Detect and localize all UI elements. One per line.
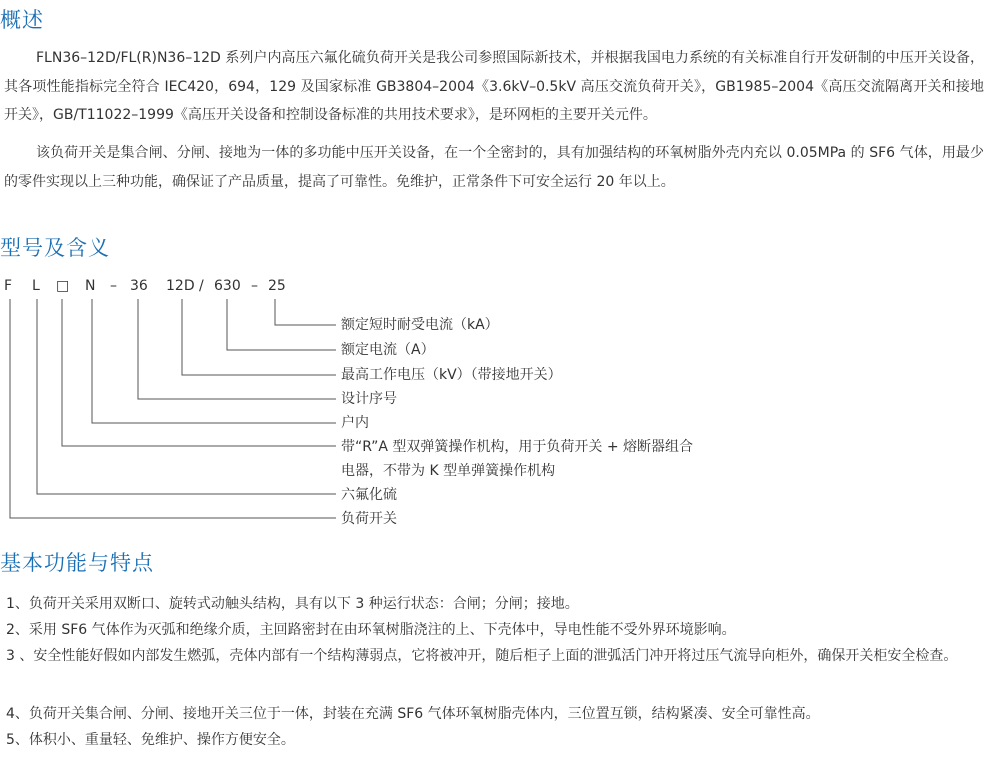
overview-heading: 概述 — [0, 8, 44, 32]
connector-line-box — [62, 299, 336, 446]
feature-number: 5、 — [6, 732, 29, 748]
feature-number: 1、 — [6, 596, 29, 612]
features-heading: 基本功能与特点 — [0, 551, 154, 575]
definition-item: 户内 — [341, 415, 369, 431]
feature-item — [6, 701, 984, 727]
feature-number: 4、 — [6, 706, 29, 722]
model-code-char: – — [110, 278, 117, 294]
definition-item: 带“R”A 型双弹簧操作机构，用于负荷开关 + 熔断器组合 — [341, 439, 693, 455]
model-code-char: / — [199, 278, 204, 294]
definition-item: 额定电流（A） — [341, 342, 435, 358]
model-code-char: F — [4, 278, 13, 294]
feature-text: 体积小、重量轻、免维护、操作方便安全。 — [28, 732, 295, 748]
feature-item — [6, 617, 984, 643]
definition-item: 负荷开关 — [341, 511, 397, 527]
model-code-char: 12D — [166, 278, 195, 294]
definition-item: 最高工作电压（kV）（带接地开关） — [341, 367, 562, 383]
feature-text: 采用 SF6 气体作为灭弧和绝缘介质，主回路密封在由环氧树脂浇注的上、下壳体中，导电性能不受外界环境影响。 — [28, 622, 736, 638]
feature-number: 2、 — [6, 622, 29, 638]
feature-item — [6, 727, 984, 753]
feature-text: 负荷开关集合闸、分闸、接地开关三位于一体，封装在充满 SF6 气体环氧树脂壳体内，三位置互锁，结构紧凑、安全可靠性高。 — [28, 706, 820, 722]
definition-item: 六氟化硫 — [341, 487, 397, 503]
model-code-char: L — [32, 278, 40, 294]
connector-line-25 — [275, 299, 336, 325]
definition-item: 设计序号 — [341, 391, 397, 407]
connector-line-f — [10, 299, 336, 518]
overview-paragraph-1: FLN36–12D/FL(R)N36–12D 系列户内高压六氟化硫负荷开关是我公司参照国际新技术，并根据我国电力系统的有关标准自行开发研制的中压开关设备，其各项性能指标完全符合 IEC420，694，129 及国家标准 GB3804–2004《3.6kV–0.5kV 高压交流负荷开关》，GB1985–2004《高压交流隔离开关和接地开关》，GB/T11022–1999《高压开关设备和控制设备标准的共用技术要求》，是环网柜的主要开关元件。 — [4, 50, 984, 123]
connector-line-n — [92, 299, 336, 423]
model-code-char: □ — [56, 278, 70, 294]
definition-item: 额定短时耐受电流（kA） — [341, 317, 499, 333]
model-code-char: 25 — [268, 278, 286, 294]
model-code-char: – — [251, 278, 258, 294]
overview-paragraph-2: 该负荷开关是集合闸、分闸、接地为一体的多功能中压开关设备，在一个全密封的，具有加强结构的环氧树脂外壳内充以 0.05MPa 的 SF6 气体，用最少的零件实现以上三种功能，确保证了产品质量，提高了可靠性。免维护，正常条件下可安全运行 20 年以上。 — [4, 145, 984, 190]
model-code-char: N — [85, 278, 96, 294]
feature-text: 安全性能好假如内部发生燃弧，壳体内部有一个结构薄弱点，它将被冲开，随后柜子上面的泄弧活门冲开将过压气流导向柜外，确保开关柜安全检查。 — [33, 648, 958, 664]
model-code-char: 36 — [130, 278, 148, 294]
model-heading: 型号及含义 — [0, 236, 110, 260]
feature-number: 3 、 — [6, 648, 34, 664]
model-code-char: 630 — [214, 278, 241, 294]
connector-line-l — [37, 299, 336, 494]
connector-line-12d — [182, 299, 336, 375]
feature-text: 负荷开关采用双断口、旋转式动触头结构，具有以下 3 种运行状态：合闸；分闸；接地。 — [28, 596, 579, 612]
feature-item — [6, 591, 984, 617]
feature-item — [6, 643, 984, 669]
definition-item: 电器，不带为 K 型单弹簧操作机构 — [341, 463, 556, 479]
connector-line-36 — [138, 299, 336, 399]
